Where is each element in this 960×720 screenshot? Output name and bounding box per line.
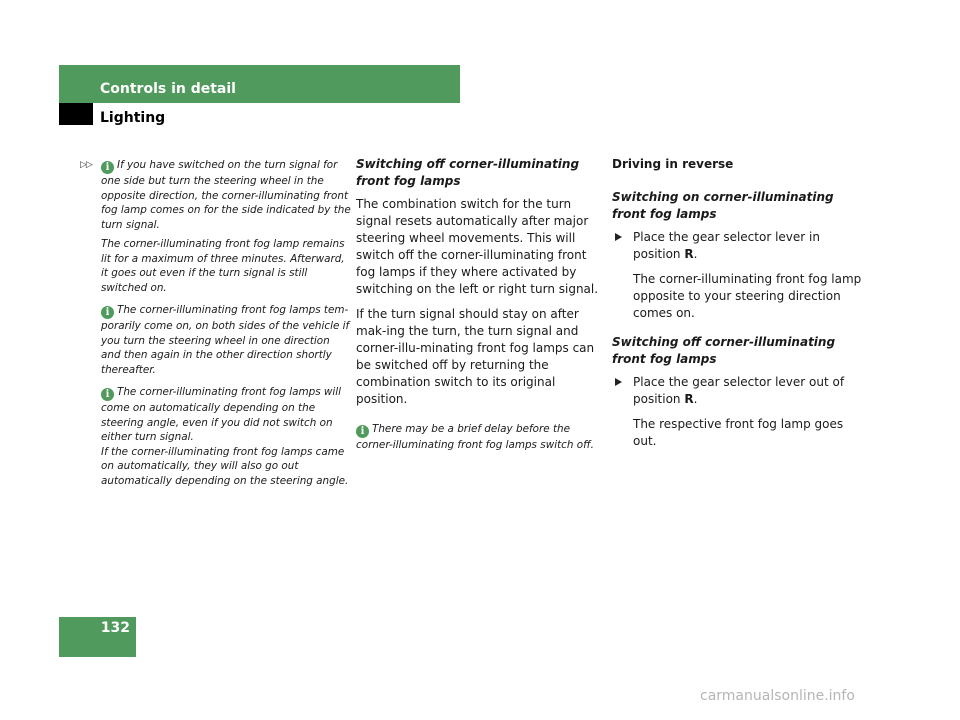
gear-position: R [684,247,694,261]
step-item: Place the gear selector lever in position R. [612,229,862,263]
section-heading: Driving in reverse [612,157,734,171]
section-heading: Switching off corner-illuminating front fog lamps [356,157,580,188]
note-paragraph: i The corner-illuminating front fog lamps tem-porarily come on, on both sides of the vehicle if you turn the steering wheel in one direction and then again in the other direction shortly thereafter. [101,304,350,376]
info-note [101,385,351,488]
subsection-title: Lighting [100,110,166,126]
column-switch-off [356,156,601,461]
step-result: The corner-illuminating front fog lamp opposite to your steering direction comes on. [633,272,862,320]
section-title: Controls in detail [100,81,236,97]
column-reverse [612,156,862,462]
bullet-triangle-icon [615,378,622,386]
info-icon: i [101,388,114,401]
note-paragraph: i The corner-illuminating front fog lamps will come on automatically depending on the steering angle, even if you did not switch on either turn signal. [101,386,342,443]
column-notes [101,158,351,496]
subsection-heading: Switching off corner-illuminating front fog lamps [612,335,836,366]
watermark: carmanualsonline.info [700,688,855,704]
subsection-heading: Switching on corner-illuminating front fog lamps [612,190,834,221]
gear-position: R [684,392,694,406]
step-result: The respective front fog lamp goes out. [633,417,844,448]
info-icon: i [101,306,114,319]
bullet-triangle-icon [615,233,622,241]
note-paragraph: i If you have switched on the turn signal for one side but turn the steering wheel in the opposite direction, the corner-illuminating front fog lamp comes on for the side indicated by the turn signal. [101,159,351,231]
body-paragraph: The combination switch for the turn signal resets automatically after major steering wheel movements. This will switch off the corner-illuminating front fog lamps if they where activated by switching on the left or right turn signal. [356,197,599,296]
continuation-marker-icon: ▷▷ [80,160,92,170]
note-paragraph: The corner-illuminating front fog lamp remains lit for a maximum of three minutes. Afterward, it goes out even if the turn signal is still switched on. [101,238,345,294]
body-paragraph: If the turn signal should stay on after mak-ing the turn, the turn signal and corner-illu-minating front fog lamps can be switched off by returning the combination switch to its original position. [356,307,595,406]
info-note [101,303,351,377]
info-icon: i [101,161,114,174]
step-item: Place the gear selector lever out of position R. [612,374,862,408]
info-note [101,158,351,295]
header-marker [59,103,93,125]
info-icon: i [356,425,369,438]
page-number: 132 [100,620,130,636]
note-paragraph: If the corner-illuminating front fog lamps came on automatically, they will also go out automatically depending on the steering angle. [101,445,349,487]
info-note: i There may be a brief delay before the corner-illuminating front fog lamps switch off. [356,423,594,451]
